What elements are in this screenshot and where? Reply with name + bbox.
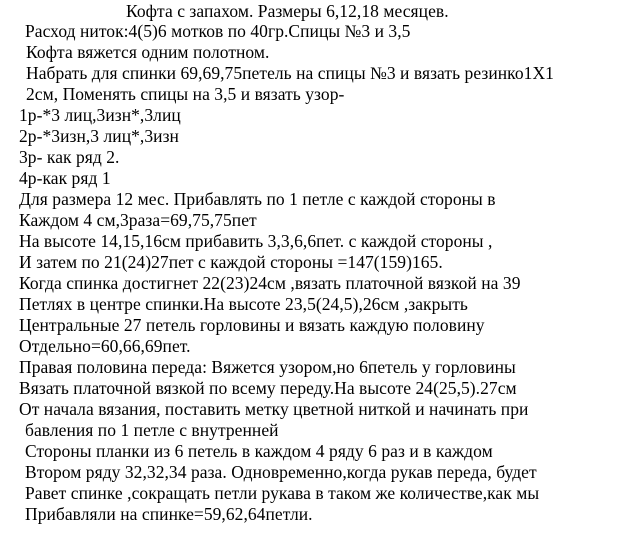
text-line: И затем по 21(24)27пет с каждой стороны =147(159)165. bbox=[19, 252, 443, 272]
text-line: Для размера 12 мес. Прибавлять по 1 петле с каждой стороны в bbox=[19, 189, 496, 209]
text-line: 2р-*3изн,3 лиц*,3изн bbox=[19, 126, 179, 146]
text-line: 4р-как ряд 1 bbox=[19, 168, 111, 188]
text-line: Каждом 4 см,3раза=69,75,75пет bbox=[19, 210, 257, 230]
text-line: Правая половина переда: Вяжется узором,но 6петель у горловины bbox=[19, 357, 516, 377]
text-line: Кофта вяжется одним полотном. bbox=[26, 42, 270, 62]
text-line: Петлях в центре спинки.На высоте 23,5(24,5),26см ,закрыть bbox=[19, 294, 468, 314]
text-line: 2см, Поменять спицы на 3,5 и вязать узор- bbox=[26, 84, 345, 104]
text-line: Вязать платочной вязкой по всему переду.На высоте 24(25,5).27см bbox=[19, 378, 517, 398]
text-line: Равет спинке ,сокращать петли рукава в таком же количестве,как мы bbox=[25, 483, 540, 503]
document-title: Кофта с запахом. Размеры 6,12,18 месяцев. bbox=[126, 1, 449, 21]
text-line: Набрать для спинки 69,69,75петель на спицы №3 и вязать резинко1Х1 bbox=[26, 63, 554, 83]
text-line: Прибавляли на спинке=59,62,64петли. bbox=[25, 504, 313, 524]
text-line: бавления по 1 петле с внутренней bbox=[25, 420, 279, 440]
text-line: Когда спинка достигнет 22(23)24см ,вязать платочной вязкой на 39 bbox=[19, 273, 521, 293]
text-line: 3р- как ряд 2. bbox=[19, 147, 120, 167]
text-line: На высоте 14,15,16см прибавить 3,3,6,6пет. с каждой стороны , bbox=[19, 231, 493, 251]
text-line: От начала вязания, поставить метку цветной ниткой и начинать при bbox=[19, 399, 529, 419]
text-line: Стороны планки из 6 петель в каждом 4 ряду 6 раз и в каждом bbox=[25, 441, 493, 461]
text-line: Отдельно=60,66,69пет. bbox=[19, 336, 191, 356]
text-line: 1р-*3 лиц,3изн*,3лиц bbox=[19, 105, 181, 125]
text-line: Втором ряду 32,32,34 раза. Одновременно,когда рукав переда, будет bbox=[25, 462, 537, 482]
text-line: Расход ниток:4(5)6 мотков по 40гр.Спицы №3 и 3,5 bbox=[25, 21, 411, 41]
text-line: Центральные 27 петель горловины и вязать каждую половину bbox=[19, 315, 485, 335]
